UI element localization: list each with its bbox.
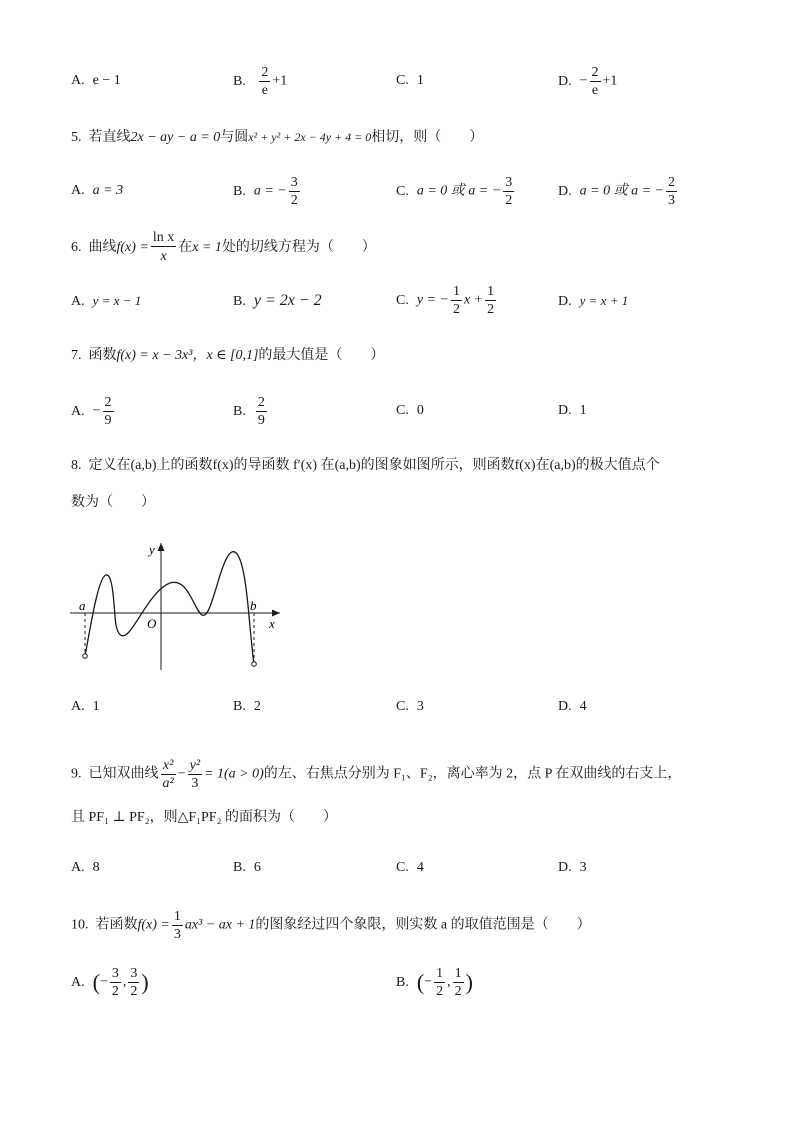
q5-option-b: B. a = − $\frac{3}{2}$ xyxy=(233,175,298,208)
fraction: $\frac{1}{2}$ xyxy=(454,966,462,999)
fraction: $\frac{2}{9}$ xyxy=(104,395,112,428)
derivative-curve xyxy=(85,552,254,664)
fraction: $\frac{3}{2}$ xyxy=(505,175,513,208)
q8-option-b: B. 2 xyxy=(233,699,261,714)
q6-option-c: C. y = − $\frac{1}{2}$ x + $\frac{1}{2}$ xyxy=(396,284,495,317)
fraction: $\frac{\text{y²}}{3}$ xyxy=(189,758,201,791)
fraction: $\frac{\text{ln x}}{x}$ xyxy=(152,230,175,264)
q4-option-d: D. − $\frac{2}{e}$ +1 xyxy=(558,65,618,98)
x-label: x xyxy=(269,616,275,631)
q10-option-b: B. (− $\frac{1}{2}$ , $\frac{1}{2}$ ) xyxy=(396,966,473,999)
q4-option-c: C. 1 xyxy=(396,73,424,88)
derivative-graph xyxy=(70,535,285,675)
endpoint-b xyxy=(252,662,257,667)
fraction: $\frac{2}{9}$ xyxy=(257,395,265,428)
endpoint-a xyxy=(83,654,88,659)
fraction: $\frac{2}{3}$ xyxy=(667,175,675,208)
q4-option-b: B. $\frac{2}{e}$ +1 xyxy=(233,65,288,98)
q7-option-d: D. 1 xyxy=(558,403,587,418)
q9-stem-line2: 且 PF₁ ⊥ PF₂，则△F₁PF₂ 的面积为（ ） xyxy=(71,810,337,825)
q8-stem-line2: 数为（ ） xyxy=(71,495,155,510)
fraction: $\frac{3}{2}$ xyxy=(111,966,119,999)
fraction: $\frac{1}{3}$ xyxy=(173,909,181,942)
q4-option-a: A. e − 1 xyxy=(71,73,121,88)
q9-option-b: B. 6 xyxy=(233,860,261,875)
q8-option-d: D. 4 xyxy=(558,699,587,714)
q7-stem: 7. 函数f(x) = x − 3x³，x ∈ [0,1]的最大值是（ ） xyxy=(71,348,385,363)
fraction: $\frac{1}{2}$ xyxy=(436,966,444,999)
fraction: $\frac{1}{2}$ xyxy=(452,284,460,317)
q9-option-a: A. 8 xyxy=(71,860,100,875)
fraction: $\frac{1}{2}$ xyxy=(487,284,495,317)
q6-stem: 6. 曲线f(x) = $\frac{\text{ln x}}{x}$ 在x = 1处的切线方程为（ ） xyxy=(71,229,376,267)
q7-option-b: B. $\frac{2}{9}$ xyxy=(233,395,265,428)
origin-label: O xyxy=(147,616,157,631)
q5-option-d: D. a = 0 或 a = − $\frac{2}{3}$ xyxy=(558,175,675,208)
q7-option-c: C. 0 xyxy=(396,403,424,418)
fraction: $\frac{2}{e}$ xyxy=(591,65,599,98)
fraction: $\frac{3}{2}$ xyxy=(290,175,298,208)
q7-option-a: A. − $\frac{2}{9}$ xyxy=(71,395,112,428)
q8-stem-line1: 8. 定义在(a,b)上的函数f(x)的导函数 f′(x) 在(a,b)的图象如图所示，则函数f(x)在(a,b)的极大值点个 xyxy=(71,458,660,473)
q9-option-d: D. 3 xyxy=(558,860,587,875)
q9-option-c: C. 4 xyxy=(396,860,424,875)
q10-option-a: A. (− $\frac{3}{2}$ , $\frac{3}{2}$ ) xyxy=(71,966,149,999)
b-label: b xyxy=(250,598,257,613)
y-label: y xyxy=(149,542,155,557)
q10-stem: 10. 若函数f(x) = $\frac{1}{3}$ ax³ − ax + 1的图象经过四个象限，则实数 a 的取值范围是（ ） xyxy=(71,909,591,942)
q8-option-c: C. 3 xyxy=(396,699,424,714)
q6-option-b: B. y = 2x − 2 xyxy=(233,292,322,309)
q6-option-d: D. y = x + 1 xyxy=(558,293,629,309)
a-label: a xyxy=(79,598,86,613)
q5-option-c: C. a = 0 或 a = − $\frac{3}{2}$ xyxy=(396,175,513,208)
q9-stem-line1: 9. 已知双曲线 $\frac{\text{x²}}{\text{a²}}$ − $\frac{\text{y²}}{3}$ = 1(a > 0)的左、右焦点分别为 F₁、F₂，离心率为 2，点 P 在双曲线的右支上， xyxy=(71,758,682,791)
fraction: $\frac{3}{2}$ xyxy=(130,966,138,999)
q8-option-a: A. 1 xyxy=(71,699,100,714)
y-axis-arrow xyxy=(158,543,165,551)
fraction: $\frac{2}{e}$ xyxy=(261,65,269,98)
fraction: $\frac{\text{x²}}{\text{a²}}$ xyxy=(162,758,174,791)
q5-stem: 5. 若直线2x − ay − a = 0与圆x² + y² + 2x − 4y + 4 = 0相切，则（ ） xyxy=(71,130,484,145)
q5-option-a: A. a = 3 xyxy=(71,183,124,198)
q6-option-a: A. y = x − 1 xyxy=(71,293,142,309)
